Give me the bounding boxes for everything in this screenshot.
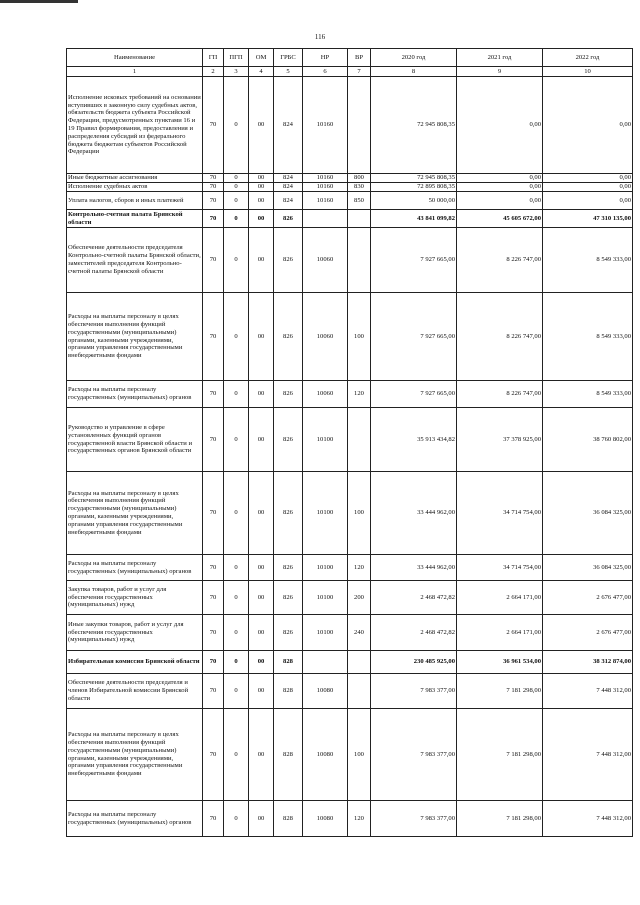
top-rule [0, 0, 78, 3]
row-om: 00 [249, 174, 274, 183]
row-2021: 36 961 534,00 [457, 651, 543, 674]
row-2022: 0,00 [543, 77, 633, 174]
row-gp: 70 [203, 183, 224, 192]
header-2020: 2020 год [371, 49, 457, 67]
row-2022: 7 448 312,00 [543, 674, 633, 709]
row-2022: 47 310 135,00 [543, 210, 633, 228]
row-nr: 10100 [303, 615, 348, 651]
header-2022: 2022 год [543, 49, 633, 67]
row-nr: 10060 [303, 228, 348, 293]
row-2020: 7 983 377,00 [371, 801, 457, 837]
row-pgp: 0 [224, 472, 249, 555]
row-2020: 7 927 665,00 [371, 381, 457, 408]
table-row [67, 408, 633, 472]
column-number: 9 [457, 67, 543, 77]
row-2021: 2 664 171,00 [457, 581, 543, 615]
row-om: 00 [249, 293, 274, 381]
row-2022: 36 084 325,00 [543, 472, 633, 555]
row-2022: 8 549 333,00 [543, 293, 633, 381]
row-nr: 10160 [303, 183, 348, 192]
row-2022: 38 312 874,00 [543, 651, 633, 674]
table-row [67, 674, 633, 709]
header-2021: 2021 год [457, 49, 543, 67]
row-2021: 0,00 [457, 174, 543, 183]
row-name: Расходы на выплаты персоналу государственных (муниципальных) органов [67, 801, 203, 837]
row-om: 00 [249, 615, 274, 651]
row-2021: 0,00 [457, 183, 543, 192]
row-2020: 35 913 434,82 [371, 408, 457, 472]
row-name: Расходы на выплаты персоналу в целях обеспечения выполнения функций государственными (муниципальными) органами, казенными учреждениями, органами управления государственными внебюджетными фондами [67, 472, 203, 555]
row-vr [348, 674, 371, 709]
table-row [67, 651, 633, 674]
row-nr [303, 651, 348, 674]
row-2022: 2 676 477,00 [543, 581, 633, 615]
row-name: Избирательная комиссия Брянской области [67, 651, 203, 674]
row-vr [348, 228, 371, 293]
row-om: 00 [249, 581, 274, 615]
table-row [67, 77, 633, 174]
row-gp: 70 [203, 581, 224, 615]
table-row [67, 192, 633, 210]
row-nr: 10080 [303, 674, 348, 709]
row-vr: 100 [348, 293, 371, 381]
row-pgp: 0 [224, 674, 249, 709]
row-2022: 7 448 312,00 [543, 801, 633, 837]
row-2020: 7 983 377,00 [371, 709, 457, 801]
row-2021: 34 714 754,00 [457, 555, 543, 581]
row-pgp: 0 [224, 555, 249, 581]
row-2021: 8 226 747,00 [457, 293, 543, 381]
column-number: 10 [543, 67, 633, 77]
row-2020: 72 895 808,35 [371, 183, 457, 192]
header-pgp: ПГП [224, 49, 249, 67]
table-row [67, 581, 633, 615]
header-name: Наименование [67, 49, 203, 67]
row-name: Уплата налогов, сборов и иных платежей [67, 192, 203, 210]
header-row [67, 49, 633, 67]
row-2022: 8 549 333,00 [543, 228, 633, 293]
row-om: 00 [249, 472, 274, 555]
row-om: 00 [249, 651, 274, 674]
row-2020: 7 983 377,00 [371, 674, 457, 709]
row-vr: 120 [348, 381, 371, 408]
row-name: Расходы на выплаты персоналу государственных (муниципальных) органов [67, 555, 203, 581]
row-om: 00 [249, 674, 274, 709]
row-2020: 50 000,00 [371, 192, 457, 210]
row-nr: 10160 [303, 192, 348, 210]
row-name: Исполнение судебных актов [67, 183, 203, 192]
row-om: 00 [249, 709, 274, 801]
row-name: Иные бюджетные ассигнования [67, 174, 203, 183]
row-gp: 70 [203, 651, 224, 674]
row-grbs: 824 [274, 183, 303, 192]
row-2022: 0,00 [543, 174, 633, 183]
column-number: 8 [371, 67, 457, 77]
row-vr [348, 408, 371, 472]
row-name: Руководство и управление в сфере установленных функций органов государственной власти Брянской области и государственных органов Брянской области [67, 408, 203, 472]
row-2021: 7 181 298,00 [457, 801, 543, 837]
row-vr: 100 [348, 709, 371, 801]
table-row [67, 228, 633, 293]
row-pgp: 0 [224, 192, 249, 210]
row-2022: 38 760 802,00 [543, 408, 633, 472]
row-gp: 70 [203, 408, 224, 472]
row-2020: 2 468 472,82 [371, 581, 457, 615]
row-2021: 0,00 [457, 192, 543, 210]
row-grbs: 826 [274, 210, 303, 228]
row-vr: 200 [348, 581, 371, 615]
row-grbs: 828 [274, 709, 303, 801]
row-nr: 10080 [303, 801, 348, 837]
row-gp: 70 [203, 293, 224, 381]
row-2021: 45 605 672,00 [457, 210, 543, 228]
header-gp: ГП [203, 49, 224, 67]
row-pgp: 0 [224, 709, 249, 801]
row-2021: 37 378 925,00 [457, 408, 543, 472]
row-nr: 10100 [303, 555, 348, 581]
table-row [67, 174, 633, 183]
column-number: 4 [249, 67, 274, 77]
table-row [67, 555, 633, 581]
row-grbs: 826 [274, 293, 303, 381]
row-2021: 8 226 747,00 [457, 381, 543, 408]
row-om: 00 [249, 192, 274, 210]
row-vr: 830 [348, 183, 371, 192]
table-row [67, 210, 633, 228]
row-grbs: 826 [274, 381, 303, 408]
row-nr: 10100 [303, 472, 348, 555]
row-grbs: 824 [274, 192, 303, 210]
table-row [67, 472, 633, 555]
row-pgp: 0 [224, 651, 249, 674]
row-name: Расходы на выплаты персоналу в целях обеспечения выполнения функций государственными (муниципальными) органами, казенными учреждениями, органами управления государственными внебюджетными фондами [67, 709, 203, 801]
row-nr [303, 210, 348, 228]
row-nr: 10060 [303, 293, 348, 381]
row-name: Обеспечение деятельности председателя и членов Избирательной комиссии Брянской области [67, 674, 203, 709]
row-pgp: 0 [224, 228, 249, 293]
row-2020: 33 444 962,00 [371, 555, 457, 581]
header-nr: НР [303, 49, 348, 67]
column-number: 3 [224, 67, 249, 77]
row-2020: 72 945 808,35 [371, 174, 457, 183]
row-2021: 2 664 171,00 [457, 615, 543, 651]
row-name: Контрольно-счетная палата Брянской области [67, 210, 203, 228]
row-2022: 0,00 [543, 183, 633, 192]
row-nr: 10160 [303, 174, 348, 183]
row-gp: 70 [203, 381, 224, 408]
row-grbs: 828 [274, 801, 303, 837]
row-gp: 70 [203, 615, 224, 651]
row-vr: 850 [348, 192, 371, 210]
row-name: Расходы на выплаты персоналу в целях обеспечения выполнения функций государственными (муниципальными) органами, казенными учреждениями, органами управления государственными внебюджетными фондами [67, 293, 203, 381]
table-row [67, 801, 633, 837]
column-number: 1 [67, 67, 203, 77]
header-om: ОМ [249, 49, 274, 67]
row-gp: 70 [203, 192, 224, 210]
row-name: Исполнение исковых требований на основании вступивших в законную силу судебных актов, обязательств бюджета субъекта Российской Федерации, предусмотренных пунктами 16 и 19 Правил формирования, предоставления и распределения субсидий из федерального бюджета бюджетам субъектов Российской Федерации [67, 77, 203, 174]
row-name: Иные закупки товаров, работ и услуг для обеспечения государственных (муниципальных) нужд [67, 615, 203, 651]
column-number-row [67, 67, 633, 77]
row-om: 00 [249, 801, 274, 837]
row-2020: 72 945 808,35 [371, 77, 457, 174]
row-gp: 70 [203, 801, 224, 837]
row-om: 00 [249, 210, 274, 228]
row-gp: 70 [203, 674, 224, 709]
row-vr [348, 77, 371, 174]
row-vr: 120 [348, 555, 371, 581]
row-om: 00 [249, 77, 274, 174]
row-pgp: 0 [224, 615, 249, 651]
table-row [67, 183, 633, 192]
row-nr: 10100 [303, 581, 348, 615]
row-vr: 100 [348, 472, 371, 555]
row-grbs: 826 [274, 555, 303, 581]
row-grbs: 824 [274, 174, 303, 183]
row-grbs: 826 [274, 408, 303, 472]
row-om: 00 [249, 228, 274, 293]
row-grbs: 826 [274, 581, 303, 615]
row-vr: 120 [348, 801, 371, 837]
row-grbs: 824 [274, 77, 303, 174]
column-number: 6 [303, 67, 348, 77]
row-2022: 36 084 325,00 [543, 555, 633, 581]
row-nr: 10100 [303, 408, 348, 472]
row-gp: 70 [203, 77, 224, 174]
row-name: Обеспечение деятельности председателя Контрольно-счетной палаты Брянской области, заместителей председателя Контрольно-счетной палаты Брянской области [67, 228, 203, 293]
row-2022: 7 448 312,00 [543, 709, 633, 801]
header-grbs: ГРБС [274, 49, 303, 67]
column-number: 5 [274, 67, 303, 77]
header-vr: ВР [348, 49, 371, 67]
row-name: Закупка товаров, работ и услуг для обеспечения государственных (муниципальных) нужд [67, 581, 203, 615]
row-2022: 0,00 [543, 192, 633, 210]
row-pgp: 0 [224, 174, 249, 183]
row-2020: 230 485 925,00 [371, 651, 457, 674]
table-row [67, 709, 633, 801]
row-grbs: 828 [274, 651, 303, 674]
row-2021: 8 226 747,00 [457, 228, 543, 293]
row-vr [348, 210, 371, 228]
row-2021: 0,00 [457, 77, 543, 174]
row-gp: 70 [203, 555, 224, 581]
row-pgp: 0 [224, 210, 249, 228]
row-gp: 70 [203, 472, 224, 555]
row-pgp: 0 [224, 293, 249, 381]
row-om: 00 [249, 183, 274, 192]
row-2020: 7 927 665,00 [371, 293, 457, 381]
row-2022: 8 549 333,00 [543, 381, 633, 408]
row-vr: 240 [348, 615, 371, 651]
row-2020: 43 841 099,82 [371, 210, 457, 228]
table-row [67, 615, 633, 651]
column-number: 2 [203, 67, 224, 77]
budget-table [66, 48, 633, 837]
row-gp: 70 [203, 210, 224, 228]
row-pgp: 0 [224, 581, 249, 615]
row-vr: 800 [348, 174, 371, 183]
row-2021: 34 714 754,00 [457, 472, 543, 555]
row-om: 00 [249, 408, 274, 472]
row-2020: 2 468 472,82 [371, 615, 457, 651]
row-vr [348, 651, 371, 674]
row-grbs: 826 [274, 228, 303, 293]
row-nr: 10060 [303, 381, 348, 408]
table-row [67, 381, 633, 408]
row-2020: 33 444 962,00 [371, 472, 457, 555]
row-2022: 2 676 477,00 [543, 615, 633, 651]
row-grbs: 828 [274, 674, 303, 709]
column-number: 7 [348, 67, 371, 77]
table-row [67, 293, 633, 381]
row-pgp: 0 [224, 801, 249, 837]
row-pgp: 0 [224, 77, 249, 174]
row-pgp: 0 [224, 381, 249, 408]
row-pgp: 0 [224, 408, 249, 472]
row-2020: 7 927 665,00 [371, 228, 457, 293]
row-name: Расходы на выплаты персоналу государственных (муниципальных) органов [67, 381, 203, 408]
row-2021: 7 181 298,00 [457, 709, 543, 801]
page-number: 116 [314, 33, 326, 41]
row-om: 00 [249, 555, 274, 581]
row-nr: 10080 [303, 709, 348, 801]
row-pgp: 0 [224, 183, 249, 192]
row-grbs: 826 [274, 472, 303, 555]
row-gp: 70 [203, 709, 224, 801]
row-om: 00 [249, 381, 274, 408]
row-grbs: 826 [274, 615, 303, 651]
row-nr: 10160 [303, 77, 348, 174]
row-2021: 7 181 298,00 [457, 674, 543, 709]
row-gp: 70 [203, 228, 224, 293]
row-gp: 70 [203, 174, 224, 183]
